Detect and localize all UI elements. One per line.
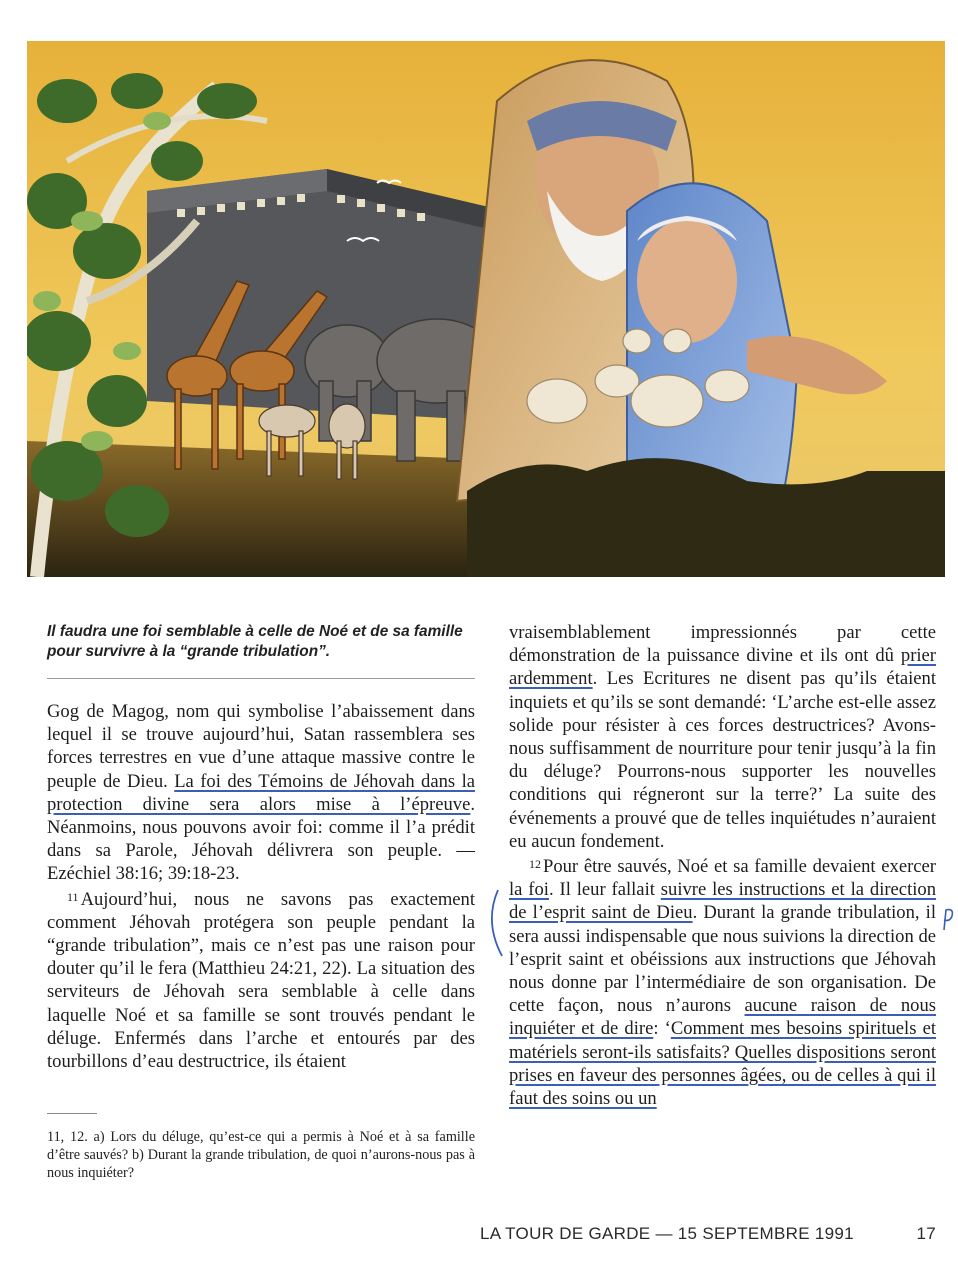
text-run: . Néanmoins, nous pouvons avoir foi: comme il l’a prédit dans sa Parole, Jéhovah délivrera son peuple. — Ezéchiel 38:16; 39:18-23.	[47, 793, 475, 885]
paragraph-10-end	[47, 700, 475, 886]
text-run: Gog de Magog, nom qui symbolise l’abaissement dans lequel il se trouve aujourd’hui, Satan rassemblera ses forces terrestres en vue d’une attaque massive contre le peuple de Dieu.	[47, 701, 475, 792]
questions-divider	[47, 1113, 97, 1114]
illustration-caption: Il faudra une foi semblable à celle de Noé et de sa famille pour survivre à la “grande tribulation”.	[47, 623, 463, 660]
text-run: . Les Ecritures ne disent pas qu’ils étaient inquiets et qu’ils se sont demandé: ‘L’arche est-elle assez solide pour résister à ces forces destructrices? Avons-nous suffisamment de nourriture pour tenir jusqu’à la fin du déluge? Pourrons-nous supporter les nouvelles conditions qui régneront sur la terre?’ La suite des événements a prouvé que de telles inquiétudes n’auraient eu aucun fondement.	[509, 668, 936, 852]
left-column	[47, 700, 475, 1073]
paragraph-11-end	[509, 621, 936, 853]
underlined-text: La foi des Témoins de Jéhovah dans la protection divine sera alors mise à l’épreuve	[47, 770, 475, 815]
right-column	[509, 621, 936, 1110]
pen-bracket-mark	[484, 888, 504, 960]
text-run: Pour être sauvés, Noé et sa famille devaient exercer	[543, 856, 936, 878]
page-footer	[480, 1224, 936, 1244]
text-run: vraisemblablement impressionnés par cette démonstration de la puissance divine et ils ont dû	[509, 622, 936, 667]
underlined-text: la foi	[509, 879, 549, 901]
paragraph-number: 11	[67, 889, 79, 904]
paragraph-12	[509, 853, 936, 1110]
text-run: : ‘	[653, 1018, 671, 1040]
paragraph-11	[47, 886, 475, 1074]
pen-letter-mark	[940, 906, 956, 932]
noah-ark-illustration	[27, 41, 945, 577]
magazine-title: LA TOUR DE GARDE — 15 SEPTEMBRE 1991	[480, 1224, 854, 1243]
text-run: Aujourd’hui, nous ne savons pas exactement comment Jéhovah protégera son peuple pendant la “grande tribulation”, mais ce n’est pas une raison pour douter qu’il le fera (Matthieu 24:21, 22). La situation des serviteurs de Jéhovah sera semblable à celle dans laquelle Noé et sa famille se sont trouvés pendant le déluge. Enfermés dans l’arche et entourés par des tourbillons d’eau destructrice, ils étaient	[47, 888, 475, 1073]
text-run: . Durant la grande tribulation, il sera aussi indispensable que nous suivions la direction de l’esprit saint et obéissions aux instructions que Jéhovah nous donne par l’intermédiaire de son organisation. De cette façon, nous n’aurons	[509, 902, 936, 1017]
underlined-text: aucune raison de nous inquiéter et de dire	[509, 995, 936, 1040]
study-questions: 11, 12. a) Lors du déluge, qu’est-ce qui a permis à Noé et à sa famille d’être sauvés? b) Durant la grande tribulation, de quoi n’aurons-nous pas à nous inquiéter?	[47, 1129, 475, 1182]
caption-divider	[47, 678, 475, 679]
paragraph-number: 12	[529, 857, 541, 872]
page-number: 17	[916, 1224, 936, 1243]
underlined-text: suivre les instructions et la direction de l’esprit saint de Dieu	[509, 879, 936, 924]
underlined-text: Comment mes besoins spirituels et matériels seront-ils satisfaits? Quelles dispositions seront prises en faveur des personnes âgées, ou de celles à qui il faut des soins ou un	[509, 1018, 936, 1110]
text-run: . Il leur fallait	[548, 879, 661, 901]
underlined-text: prier ardemment	[509, 645, 936, 690]
